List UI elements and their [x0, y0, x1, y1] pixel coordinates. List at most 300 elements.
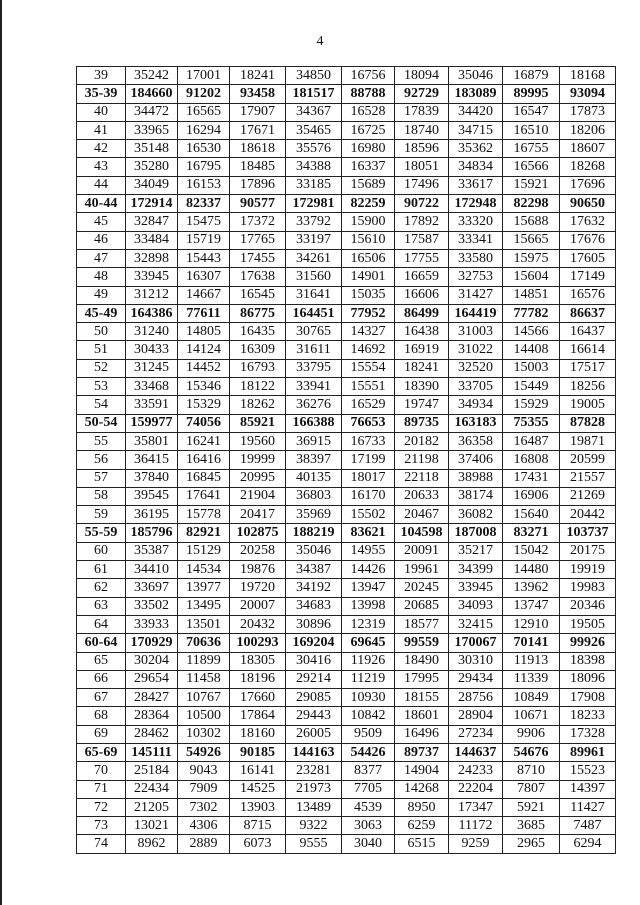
value-cell: 17873 [560, 103, 616, 121]
value-cell: 18051 [395, 158, 449, 176]
table-row [77, 597, 616, 615]
value-cell: 12319 [342, 615, 395, 633]
value-cell: 24233 [449, 762, 503, 780]
value-cell: 13501 [178, 615, 230, 633]
value-cell: 30765 [286, 323, 342, 341]
value-cell: 35046 [449, 67, 503, 85]
value-cell: 15665 [503, 231, 560, 249]
value-cell: 14452 [178, 359, 230, 377]
value-cell: 17001 [178, 67, 230, 85]
age-cell: 65 [77, 652, 126, 670]
value-cell: 164386 [126, 304, 178, 322]
age-cell: 53 [77, 378, 126, 396]
age-cell: 63 [77, 597, 126, 615]
value-cell: 9906 [503, 725, 560, 743]
value-cell: 35576 [286, 140, 342, 158]
value-cell: 77611 [178, 304, 230, 322]
value-cell: 17896 [230, 176, 286, 194]
value-cell: 20633 [395, 487, 449, 505]
age-cell: 45-49 [77, 304, 126, 322]
value-cell: 164419 [449, 304, 503, 322]
value-cell: 35217 [449, 542, 503, 560]
value-cell: 18596 [395, 140, 449, 158]
value-cell: 20467 [395, 506, 449, 524]
value-cell: 10500 [178, 707, 230, 725]
age-cell: 68 [77, 707, 126, 725]
value-cell: 38174 [449, 487, 503, 505]
table-group-row [77, 524, 616, 542]
value-cell: 2889 [178, 835, 230, 853]
table-row [77, 469, 616, 487]
value-cell: 31560 [286, 268, 342, 286]
value-cell: 164451 [286, 304, 342, 322]
value-cell: 16606 [395, 286, 449, 304]
value-cell: 29654 [126, 670, 178, 688]
value-cell: 18390 [395, 378, 449, 396]
value-cell: 33617 [449, 176, 503, 194]
value-cell: 5921 [503, 798, 560, 816]
value-cell: 104598 [395, 524, 449, 542]
value-cell: 93094 [560, 85, 616, 103]
value-cell: 17907 [230, 103, 286, 121]
value-cell: 16438 [395, 323, 449, 341]
value-cell: 15610 [342, 231, 395, 249]
value-cell: 11172 [449, 817, 503, 835]
value-cell: 19871 [560, 432, 616, 450]
value-cell: 8377 [342, 762, 395, 780]
value-cell: 19876 [230, 561, 286, 579]
value-cell: 20442 [560, 506, 616, 524]
value-cell: 14480 [503, 561, 560, 579]
value-cell: 6294 [560, 835, 616, 853]
value-cell: 28364 [126, 707, 178, 725]
value-cell: 15523 [560, 762, 616, 780]
value-cell: 35465 [286, 121, 342, 139]
value-cell: 29085 [286, 689, 342, 707]
age-cell: 62 [77, 579, 126, 597]
value-cell: 144637 [449, 743, 503, 761]
value-cell: 14805 [178, 323, 230, 341]
value-cell: 16733 [342, 432, 395, 450]
value-cell: 14124 [178, 341, 230, 359]
value-cell: 16496 [395, 725, 449, 743]
value-cell: 16793 [230, 359, 286, 377]
value-cell: 34834 [449, 158, 503, 176]
table-row [77, 707, 616, 725]
value-cell: 29214 [286, 670, 342, 688]
value-cell: 33705 [449, 378, 503, 396]
value-cell: 34410 [126, 561, 178, 579]
age-cell: 47 [77, 249, 126, 267]
value-cell: 13962 [503, 579, 560, 597]
value-cell: 16795 [178, 158, 230, 176]
value-cell: 83621 [342, 524, 395, 542]
value-cell: 28462 [126, 725, 178, 743]
value-cell: 15003 [503, 359, 560, 377]
table-row [77, 725, 616, 743]
value-cell: 30416 [286, 652, 342, 670]
value-cell: 16141 [230, 762, 286, 780]
value-cell: 16980 [342, 140, 395, 158]
value-cell: 4539 [342, 798, 395, 816]
value-cell: 159977 [126, 414, 178, 432]
value-cell: 13747 [503, 597, 560, 615]
table-row [77, 451, 616, 469]
table-row [77, 780, 616, 798]
value-cell: 16510 [503, 121, 560, 139]
value-cell: 16547 [503, 103, 560, 121]
value-cell: 16528 [342, 103, 395, 121]
value-cell: 18618 [230, 140, 286, 158]
value-cell: 16309 [230, 341, 286, 359]
age-cell: 43 [77, 158, 126, 176]
value-cell: 15929 [503, 396, 560, 414]
value-cell: 30433 [126, 341, 178, 359]
value-cell: 9259 [449, 835, 503, 853]
value-cell: 18262 [230, 396, 286, 414]
table-row [77, 487, 616, 505]
value-cell: 14397 [560, 780, 616, 798]
value-cell: 33941 [286, 378, 342, 396]
value-cell: 31427 [449, 286, 503, 304]
value-cell: 17839 [395, 103, 449, 121]
age-cell: 40 [77, 103, 126, 121]
value-cell: 39545 [126, 487, 178, 505]
value-cell: 17517 [560, 359, 616, 377]
value-cell: 30204 [126, 652, 178, 670]
table-row [77, 176, 616, 194]
value-cell: 13495 [178, 597, 230, 615]
value-cell: 16487 [503, 432, 560, 450]
value-cell: 18168 [560, 67, 616, 85]
value-cell: 18740 [395, 121, 449, 139]
value-cell: 16529 [342, 396, 395, 414]
value-cell: 35280 [126, 158, 178, 176]
value-cell: 33591 [126, 396, 178, 414]
value-cell: 16506 [342, 249, 395, 267]
value-cell: 34472 [126, 103, 178, 121]
value-cell: 13977 [178, 579, 230, 597]
value-cell: 90185 [230, 743, 286, 761]
value-cell: 33792 [286, 213, 342, 231]
value-cell: 20346 [560, 597, 616, 615]
value-cell: 9322 [286, 817, 342, 835]
value-cell: 18256 [560, 378, 616, 396]
value-cell: 37840 [126, 469, 178, 487]
value-cell: 17372 [230, 213, 286, 231]
value-cell: 28756 [449, 689, 503, 707]
value-cell: 16614 [560, 341, 616, 359]
value-cell: 54926 [178, 743, 230, 761]
value-cell: 17496 [395, 176, 449, 194]
table-group-row [77, 414, 616, 432]
value-cell: 172981 [286, 195, 342, 213]
age-cell: 58 [77, 487, 126, 505]
value-cell: 90650 [560, 195, 616, 213]
value-cell: 22204 [449, 780, 503, 798]
value-cell: 31022 [449, 341, 503, 359]
value-cell: 17199 [342, 451, 395, 469]
value-cell: 16565 [178, 103, 230, 121]
value-cell: 16659 [395, 268, 449, 286]
table-row [77, 506, 616, 524]
value-cell: 13947 [342, 579, 395, 597]
value-cell: 33484 [126, 231, 178, 249]
table-row [77, 432, 616, 450]
value-cell: 18398 [560, 652, 616, 670]
value-cell: 19005 [560, 396, 616, 414]
value-cell: 15554 [342, 359, 395, 377]
value-cell: 25184 [126, 762, 178, 780]
value-cell: 13998 [342, 597, 395, 615]
value-cell: 16307 [178, 268, 230, 286]
age-cell: 74 [77, 835, 126, 853]
age-cell: 55-59 [77, 524, 126, 542]
age-cell: 44 [77, 176, 126, 194]
value-cell: 16437 [560, 323, 616, 341]
value-cell: 87828 [560, 414, 616, 432]
value-cell: 4306 [178, 817, 230, 835]
value-cell: 91202 [178, 85, 230, 103]
value-cell: 54426 [342, 743, 395, 761]
value-cell: 36358 [449, 432, 503, 450]
value-cell: 15551 [342, 378, 395, 396]
age-cell: 40-44 [77, 195, 126, 213]
value-cell: 15329 [178, 396, 230, 414]
value-cell: 38988 [449, 469, 503, 487]
age-cell: 46 [77, 231, 126, 249]
value-cell: 16241 [178, 432, 230, 450]
value-cell: 181517 [286, 85, 342, 103]
value-cell: 36415 [126, 451, 178, 469]
value-cell: 16170 [342, 487, 395, 505]
value-cell: 17455 [230, 249, 286, 267]
table-group-row [77, 304, 616, 322]
value-cell: 18160 [230, 725, 286, 743]
value-cell: 34367 [286, 103, 342, 121]
value-cell: 7909 [178, 780, 230, 798]
value-cell: 17696 [560, 176, 616, 194]
value-cell: 3685 [503, 817, 560, 835]
age-cell: 60 [77, 542, 126, 560]
value-cell: 18577 [395, 615, 449, 633]
value-cell: 145111 [126, 743, 178, 761]
value-cell: 15042 [503, 542, 560, 560]
value-cell: 89737 [395, 743, 449, 761]
value-cell: 33933 [126, 615, 178, 633]
value-cell: 19720 [230, 579, 286, 597]
value-cell: 32415 [449, 615, 503, 633]
value-cell: 37406 [449, 451, 503, 469]
value-cell: 30310 [449, 652, 503, 670]
value-cell: 17676 [560, 231, 616, 249]
value-cell: 20182 [395, 432, 449, 450]
value-cell: 18196 [230, 670, 286, 688]
age-cell: 65-69 [77, 743, 126, 761]
value-cell: 166388 [286, 414, 342, 432]
value-cell: 11339 [503, 670, 560, 688]
value-cell: 86499 [395, 304, 449, 322]
value-cell: 82337 [178, 195, 230, 213]
value-cell: 14851 [503, 286, 560, 304]
value-cell: 82921 [178, 524, 230, 542]
value-cell: 34934 [449, 396, 503, 414]
value-cell: 20245 [395, 579, 449, 597]
value-cell: 18206 [560, 121, 616, 139]
value-cell: 6073 [230, 835, 286, 853]
table-row [77, 396, 616, 414]
value-cell: 89961 [560, 743, 616, 761]
value-cell: 18268 [560, 158, 616, 176]
value-cell: 18094 [395, 67, 449, 85]
value-cell: 18096 [560, 670, 616, 688]
table-row [77, 835, 616, 853]
value-cell: 69645 [342, 634, 395, 652]
value-cell: 15900 [342, 213, 395, 231]
age-cell: 48 [77, 268, 126, 286]
value-cell: 183089 [449, 85, 503, 103]
value-cell: 14426 [342, 561, 395, 579]
value-cell: 31003 [449, 323, 503, 341]
age-cell: 41 [77, 121, 126, 139]
value-cell: 33185 [286, 176, 342, 194]
value-cell: 15443 [178, 249, 230, 267]
value-cell: 18241 [230, 67, 286, 85]
age-cell: 52 [77, 359, 126, 377]
value-cell: 14525 [230, 780, 286, 798]
table-row [77, 158, 616, 176]
value-cell: 18490 [395, 652, 449, 670]
value-cell: 21557 [560, 469, 616, 487]
value-cell: 8962 [126, 835, 178, 853]
value-cell: 10302 [178, 725, 230, 743]
value-cell: 35362 [449, 140, 503, 158]
value-cell: 11458 [178, 670, 230, 688]
value-cell: 11427 [560, 798, 616, 816]
table-row [77, 140, 616, 158]
value-cell: 34049 [126, 176, 178, 194]
value-cell: 3063 [342, 817, 395, 835]
value-cell: 26005 [286, 725, 342, 743]
value-cell: 33795 [286, 359, 342, 377]
value-cell: 18305 [230, 652, 286, 670]
table-row [77, 359, 616, 377]
value-cell: 21973 [286, 780, 342, 798]
value-cell: 34399 [449, 561, 503, 579]
page-edge [0, 0, 2, 905]
value-cell: 17347 [449, 798, 503, 816]
value-cell: 83271 [503, 524, 560, 542]
value-cell: 34388 [286, 158, 342, 176]
value-cell: 77952 [342, 304, 395, 322]
value-cell: 16153 [178, 176, 230, 194]
value-cell: 16576 [560, 286, 616, 304]
value-cell: 33580 [449, 249, 503, 267]
value-cell: 20007 [230, 597, 286, 615]
value-cell: 36803 [286, 487, 342, 505]
value-cell: 34192 [286, 579, 342, 597]
value-cell: 20599 [560, 451, 616, 469]
value-cell: 17638 [230, 268, 286, 286]
value-cell: 31641 [286, 286, 342, 304]
value-cell: 19983 [560, 579, 616, 597]
value-cell: 17587 [395, 231, 449, 249]
value-cell: 75355 [503, 414, 560, 432]
value-cell: 15129 [178, 542, 230, 560]
value-cell: 30896 [286, 615, 342, 633]
value-cell: 188219 [286, 524, 342, 542]
value-cell: 14327 [342, 323, 395, 341]
value-cell: 18607 [560, 140, 616, 158]
value-cell: 14904 [395, 762, 449, 780]
value-cell: 35387 [126, 542, 178, 560]
value-cell: 17995 [395, 670, 449, 688]
value-cell: 33341 [449, 231, 503, 249]
table-row [77, 542, 616, 560]
value-cell: 9555 [286, 835, 342, 853]
value-cell: 33468 [126, 378, 178, 396]
value-cell: 40135 [286, 469, 342, 487]
value-cell: 172914 [126, 195, 178, 213]
value-cell: 18233 [560, 707, 616, 725]
value-cell: 187008 [449, 524, 503, 542]
value-cell: 54676 [503, 743, 560, 761]
value-cell: 35242 [126, 67, 178, 85]
value-cell: 14408 [503, 341, 560, 359]
value-cell: 11913 [503, 652, 560, 670]
table-row [77, 268, 616, 286]
value-cell: 15689 [342, 176, 395, 194]
value-cell: 70636 [178, 634, 230, 652]
value-cell: 19505 [560, 615, 616, 633]
value-cell: 20258 [230, 542, 286, 560]
value-cell: 14268 [395, 780, 449, 798]
value-cell: 7302 [178, 798, 230, 816]
table-row [77, 817, 616, 835]
value-cell: 15604 [503, 268, 560, 286]
value-cell: 18155 [395, 689, 449, 707]
value-cell: 7487 [560, 817, 616, 835]
value-cell: 86637 [560, 304, 616, 322]
age-cell: 67 [77, 689, 126, 707]
value-cell: 33502 [126, 597, 178, 615]
value-cell: 14955 [342, 542, 395, 560]
value-cell: 34261 [286, 249, 342, 267]
value-cell: 70141 [503, 634, 560, 652]
value-cell: 11899 [178, 652, 230, 670]
table-row [77, 249, 616, 267]
value-cell: 33945 [449, 579, 503, 597]
age-cell: 70 [77, 762, 126, 780]
value-cell: 33697 [126, 579, 178, 597]
value-cell: 184660 [126, 85, 178, 103]
value-cell: 19560 [230, 432, 286, 450]
value-cell: 16755 [503, 140, 560, 158]
value-cell: 144163 [286, 743, 342, 761]
value-cell: 76653 [342, 414, 395, 432]
value-cell: 17660 [230, 689, 286, 707]
value-cell: 16530 [178, 140, 230, 158]
value-cell: 14534 [178, 561, 230, 579]
value-cell: 9509 [342, 725, 395, 743]
age-cell: 54 [77, 396, 126, 414]
value-cell: 34683 [286, 597, 342, 615]
value-cell: 32847 [126, 213, 178, 231]
value-cell: 17765 [230, 231, 286, 249]
value-cell: 17632 [560, 213, 616, 231]
value-cell: 29443 [286, 707, 342, 725]
value-cell: 2965 [503, 835, 560, 853]
